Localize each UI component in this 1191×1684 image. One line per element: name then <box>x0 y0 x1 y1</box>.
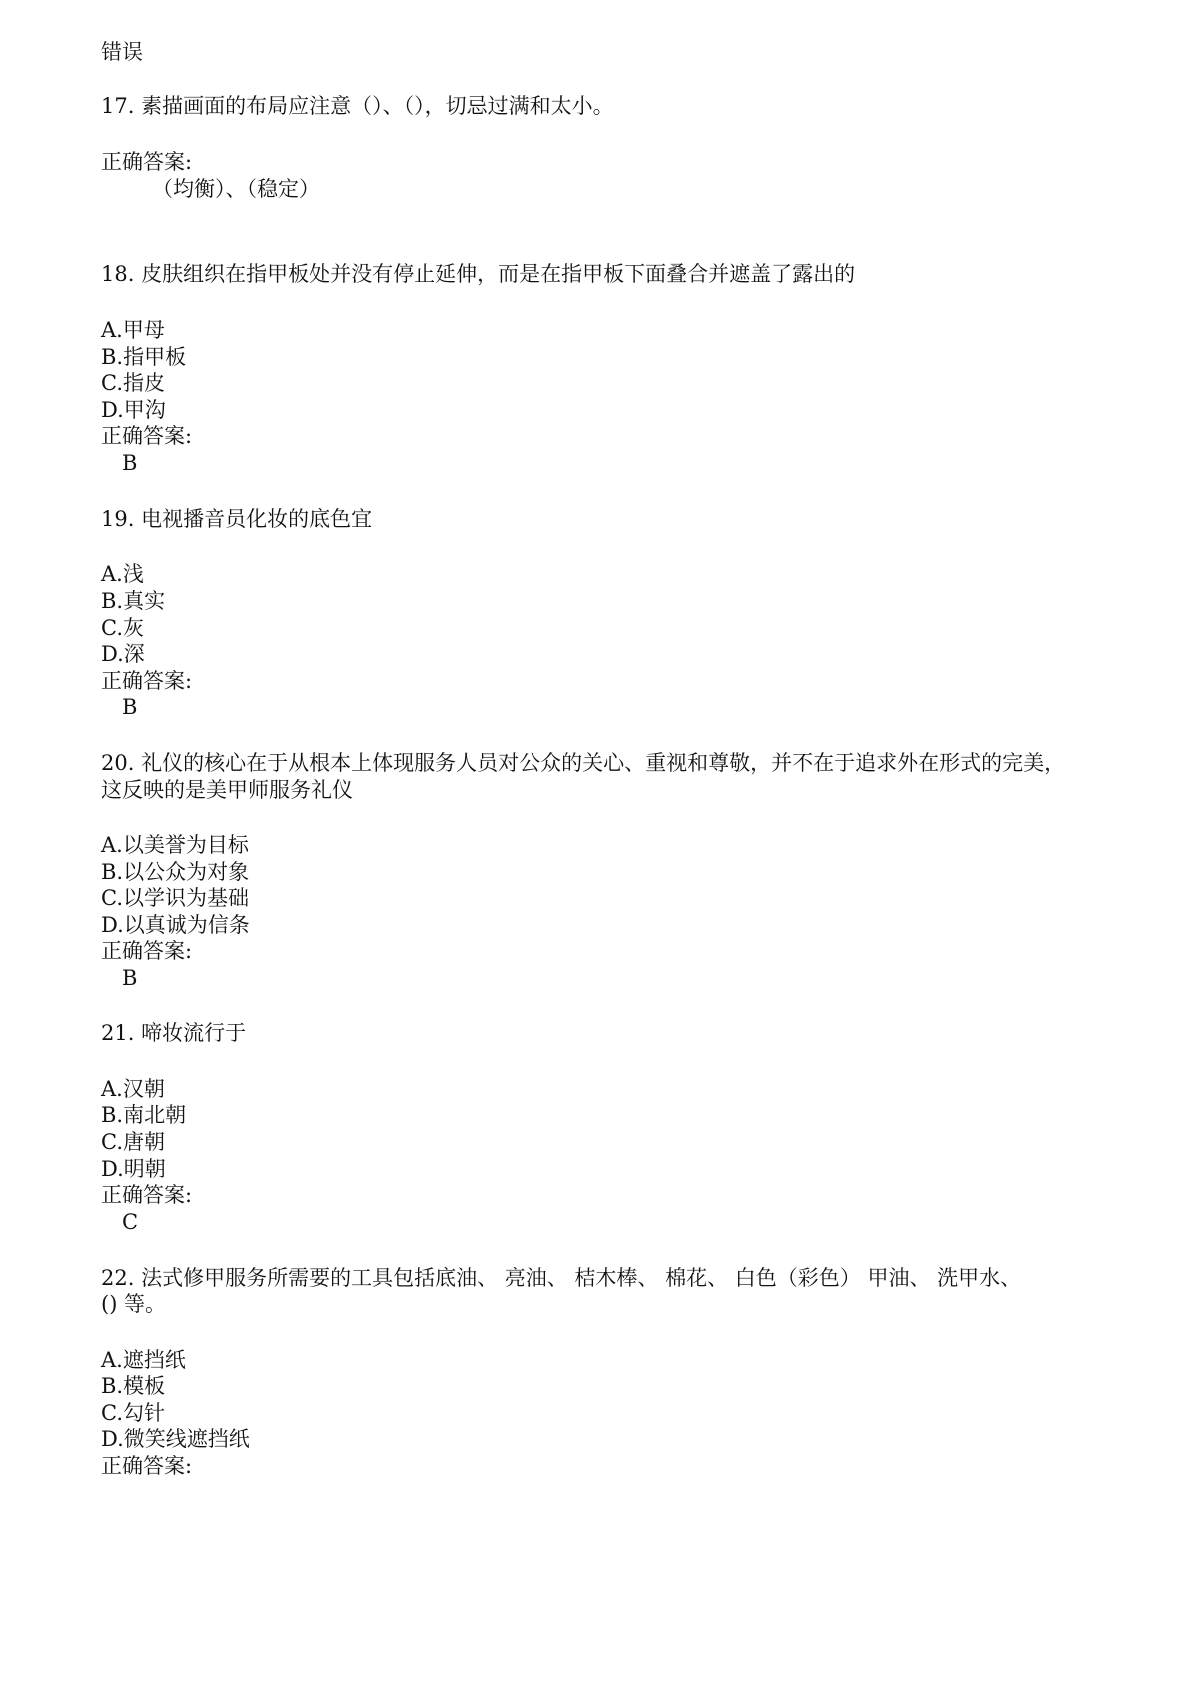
question-20-stem: 20. 礼仪的核心在于从根本上体现服务人员对公众的关心、重视和尊敬，并不在于追求外在形式的完美， <box>101 751 1066 775</box>
question-17-answer-label: 正确答案: <box>101 150 193 174</box>
question-19-answer-label: 正确答案: <box>101 669 193 693</box>
question-22-answer-label: 正确答案: <box>101 1454 193 1478</box>
question-18-stem: 18. 皮肤组织在指甲板处并没有停止延伸，而是在指甲板下面叠合并遮盖了露出的 <box>101 262 856 286</box>
question-20-option-a: A.以美誉为目标 <box>101 833 249 857</box>
question-22-option-b: B.模板 <box>101 1374 166 1398</box>
question-20-answer-label: 正确答案: <box>101 939 193 963</box>
question-17-answer: （均衡）、（稳定） <box>152 177 320 201</box>
question-19-option-b: B.真实 <box>101 589 166 613</box>
question-18-option-d: D.甲沟 <box>101 398 166 422</box>
question-18-answer-label: 正确答案: <box>101 424 193 448</box>
question-18-option-b: B.指甲板 <box>101 345 187 369</box>
question-20-option-c: C.以学识为基础 <box>101 886 249 910</box>
question-21-stem: 21. 啼妆流行于 <box>101 1021 247 1045</box>
question-21-option-a: A.汉朝 <box>101 1077 165 1101</box>
question-19-option-c: C.灰 <box>101 616 144 640</box>
question-18-option-a: A.甲母 <box>101 318 165 342</box>
question-18-answer: B <box>122 451 138 475</box>
question-19-option-a: A.浅 <box>101 562 144 586</box>
question-19-option-d: D.深 <box>101 642 145 666</box>
question-21-answer: C <box>122 1210 139 1234</box>
question-21-option-b: B.南北朝 <box>101 1103 187 1127</box>
question-17-stem: 17. 素描画面的布局应注意（）、（），切忌过满和太小。 <box>101 94 614 118</box>
question-22-stem: 22. 法式修甲服务所需要的工具包括底油、 亮油、 桔木棒、 棉花、 白色（彩色） 甲油、 洗甲水、 <box>101 1266 1022 1290</box>
question-20-option-d: D.以真诚为信条 <box>101 913 250 937</box>
previous-answer-tail: 错误 <box>101 40 143 64</box>
question-22-stem-continued: () 等。 <box>101 1292 167 1316</box>
question-22-option-a: A.遮挡纸 <box>101 1348 186 1372</box>
question-21-answer-label: 正确答案: <box>101 1183 193 1207</box>
question-21-option-c: C.唐朝 <box>101 1130 165 1154</box>
question-19-stem: 19. 电视播音员化妆的底色宜 <box>101 507 373 531</box>
question-20-stem-continued: 这反映的是美甲师服务礼仪 <box>101 778 353 802</box>
question-18-option-c: C.指皮 <box>101 371 165 395</box>
question-19-answer: B <box>122 695 138 719</box>
question-20-option-b: B.以公众为对象 <box>101 860 250 884</box>
question-21-option-d: D.明朝 <box>101 1157 166 1181</box>
question-22-option-d: D.微笑线遮挡纸 <box>101 1427 250 1451</box>
question-20-answer: B <box>122 966 138 990</box>
question-22-option-c: C.勾针 <box>101 1401 165 1425</box>
